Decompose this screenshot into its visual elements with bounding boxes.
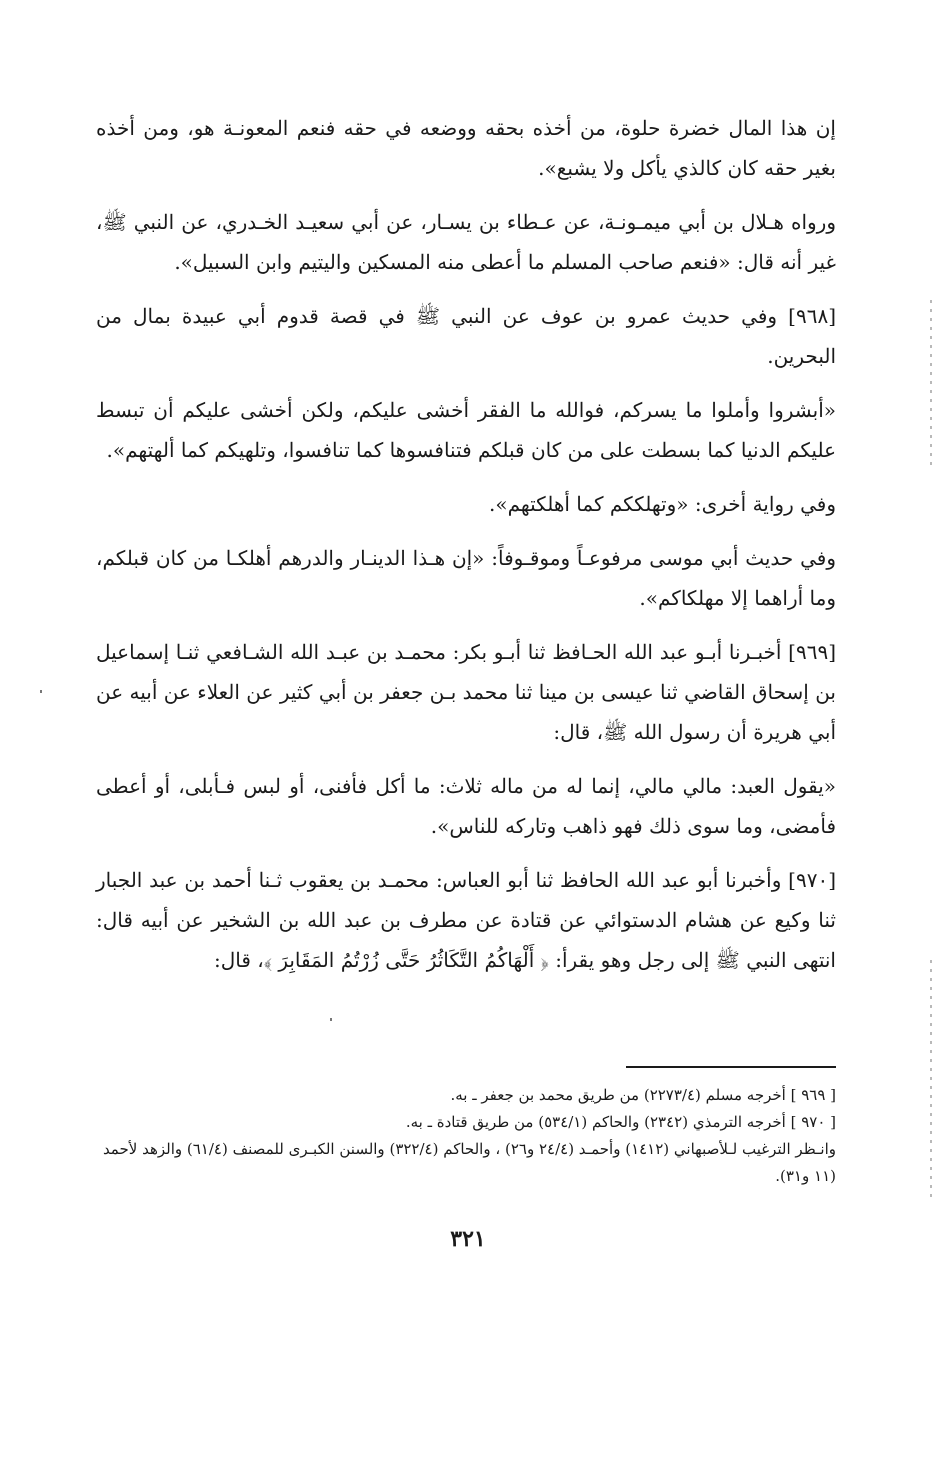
paragraph-8: «يقول العبد: مالي مالي، إنما له من ماله ثلاث: ما أكل فأفنى، أو لبس فـأبلى، أو أعطى فأمضى، وما سوى ذلك فهو ذاهب وتاركه للناس». [96,774,836,838]
scan-edge-mark [930,960,932,1200]
paragraph-7: [٩٦٩] أخبـرنا أبـو عبد الله الحـافظ ثنا أبـو بكر: محمـد بن عبـد الله الشـافعي ثنـا إسماعيل بن إسحاق القاضي ثنا عيسى بن مينا ثنا محمد بـن جعفر بن أبي كثير عن العلاء عن أبيه عن أبي هريرة أن رسول الله ﷺ، قال: [96,640,836,744]
page-number: ٣٢١ [450,1226,486,1252]
paragraph-1: إن هذا المال خضرة حلوة، من أخذه بحقه ووضعه في حقه فنعم المعونـة هو، ومن أخذه بغير حقه كان كالذي يأكل ولا يشبع». [96,116,836,180]
footnotes [96,1066,836,1190]
main-text [96,108,836,994]
scan-speck [330,1018,332,1021]
paragraph-4: «أبشروا وأملوا ما يسركم، فوالله ما الفقر أخشى عليكم، ولكن أخشى عليكم أن تبسط عليكم الدنيا كما بسطت على من كان قبلكم فتنافسوها كما تنافسوا، وتلهيكم كما ألهتهم». [96,398,836,462]
footnote-1: [ ٩٦٩ ] أخرجه مسلم (٢٢٧٣/٤) من طريق محمد بن جعفر ـ به. [450,1086,836,1104]
footnote-2: [ ٩٧٠ ] أخرجه الترمذي (٢٣٤٢) والحاكم (٥٣٤/١) من طريق قتادة ـ به. [405,1113,836,1131]
scan-edge-mark [930,300,932,470]
paragraph-2: ورواه هـلال بن أبي ميمـونـة، عن عـطاء بن يسـار، عن أبي سعيـد الخـدري، عن النبي ﷺ، غير أنه قال: «فنعم صاحب المسلم ما أعطى منه المسكين واليتيم وابن السبيل». [96,210,836,274]
paragraph-3: [٩٦٨] وفي حديث عمرو بن عوف عن النبي ﷺ في قصة قدوم أبي عبيدة بمال من البحرين. [96,304,836,368]
paragraph-6: وفي حديث أبي موسى مرفوعـاً وموقـوفاً: «إن هـذا الدينـار والدرهم أهلكـا من كان قبلكم، وما أراهما إلا مهلكاكم». [96,546,836,610]
paragraph-9: [٩٧٠] وأخبرنا أبو عبد الله الحافظ ثنا أبو العباس: محمـد بن يعقوب ثـنا أحمد بن عبد الجبار ثنا وكيع عن هشام الدستوائي عن قتادة عن مطرف بن عبد الله بن الشخير عن أبيه قال: انتهى النبي ﷺ إلى رجل وهو يقرأ: ﴿ أَلْهَاكُمُ التَّكَاثُرُ حَتَّى زُرْتُمُ المَقَابِرَ ﴾، قال: [96,868,836,972]
footnote-3: وانـظر الترغيب لـلأصبهاني (١٤١٢) وأحمـد (٢٤/٤ و٢٦) ، والحاكم (٣٢٢/٤) والسنن الكبـرى للمصنف (٦١/٤) والزهد لأحمد (١١ و٣١). [102,1140,836,1185]
paragraph-5: وفي رواية أخرى: «وتهلككم كما أهلكتهم». [489,492,836,516]
scan-speck [40,690,42,693]
footnote-divider [626,1066,836,1068]
